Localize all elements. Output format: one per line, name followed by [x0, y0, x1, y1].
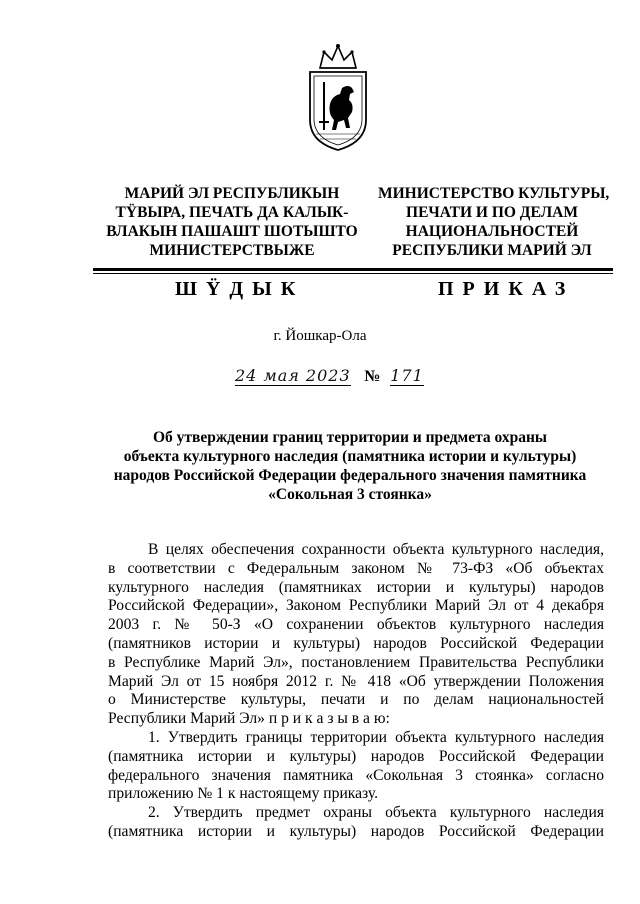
header-right-line: ПЕЧАТИ И ПО ДЕЛАМ: [406, 204, 578, 221]
body-line: в Республике Марий Эл», постановлением Правительства Республики: [108, 653, 604, 671]
body-line: Марий Эл от 15 ноября 2012 г. № 418 «Об утверждении Положения: [108, 672, 604, 690]
title-line: Об утверждении границ территории и предмета охраны: [152, 429, 548, 446]
body-line: 2. Утвердить предмет охраны объекта культурного наследия: [148, 804, 604, 822]
header-left-line: ВЛАКЫН ПАШАШТ ШОТЫШТО: [106, 223, 358, 240]
body-line: о Министерстве культуры, печати и по делам национальностей: [108, 691, 604, 709]
coat-of-arms-emblem: [302, 42, 374, 154]
doc-type-mari: ШŸДЫК: [175, 278, 305, 300]
body-line: Российской Федерации», Законом Республики Марий Эл от 4 декабря: [108, 597, 604, 615]
title-line: объекта культурного наследия (памятника истории и культуры): [123, 448, 577, 465]
body-line: культурного наследия (памятниках истории и культуры) народов: [108, 578, 604, 596]
body-line: приложению № 1 к настоящему приказу.: [108, 785, 379, 803]
header-left-line: ТŸВЫРА, ПЕЧАТЬ ДА КАЛЫК-: [115, 204, 349, 221]
number-sign: №: [364, 368, 381, 385]
body-line: (памятника истории и культуры) народов Российской Федерации: [108, 747, 604, 765]
body-line: В целях обеспечения сохранности объекта культурного наследия,: [148, 541, 604, 558]
doc-type-russian: ПРИКАЗ: [438, 278, 575, 300]
header-right-line: НАЦИОНАЛЬНОСТЕЙ: [405, 223, 579, 240]
handwritten-date: 24 мая 2023: [235, 366, 351, 385]
body-line: в соответствии с Федеральным законом № 73-ФЗ «Об объектах: [108, 559, 604, 577]
title-line: народов Российской Федерации федерального значения памятника: [113, 467, 587, 484]
body-line: Республики Марий Эл» п р и к а з ы в а ю:: [108, 710, 390, 728]
body-line: федерального значения памятника «Сокольная 3 стоянка» согласно: [108, 766, 604, 784]
header-right-line: МИНИСТЕРСТВО КУЛЬТУРЫ,: [378, 185, 610, 202]
handwritten-number: 171: [390, 366, 424, 385]
document-title: [100, 428, 600, 504]
body-line: 1. Утвердить границы территории объекта культурного наследия: [148, 728, 604, 746]
date-number-line: [235, 366, 424, 386]
body-line: 2003 г. № 50-З «О сохранении объектов культурного наследия: [108, 616, 604, 634]
title-line: «Сокольная 3 стоянка»: [268, 486, 432, 503]
header-divider-thin: [93, 273, 613, 274]
header-left-line: МАРИЙ ЭЛ РЕСПУБЛИКЫН: [124, 185, 340, 202]
header-russian-organization: [378, 184, 610, 260]
header-mari-organization: [100, 184, 364, 260]
body-line: (памятника истории и культуры) народов Российской Федерации: [108, 822, 604, 840]
header-divider-thick: [93, 268, 613, 271]
city-line: г. Йошкар-Ола: [273, 328, 367, 344]
document-body: [108, 541, 604, 842]
header-left-line: МИНИСТЕРСТВЫЖЕ: [149, 242, 315, 259]
header-right-line: РЕСПУБЛИКИ МАРИЙ ЭЛ: [392, 242, 592, 259]
body-line: (памятников истории и культуры) народов Российской Федерации: [108, 634, 604, 652]
